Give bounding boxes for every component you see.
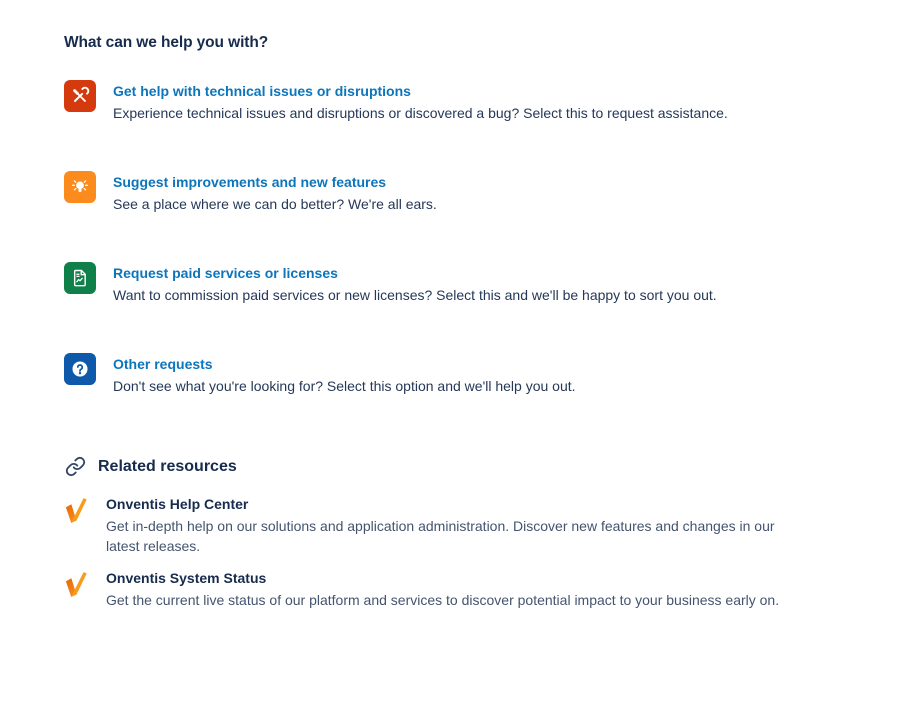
onventis-logo-icon [64,494,89,523]
request-type-technical-issues[interactable] [64,80,860,123]
request-type-other-requests[interactable] [64,353,860,396]
resource-onventis-help-center[interactable] [64,494,860,556]
request-type-list [64,80,860,396]
invoice-document-icon [64,262,96,294]
page-title: What can we help you with? [64,34,269,51]
related-resources-heading [64,456,860,477]
tools-icon [64,80,96,112]
onventis-logo-icon [64,568,89,597]
resource-description: Get in-depth help on our solutions and application administration. Discover new features and changes in our latest releases. [106,518,775,554]
resource-title[interactable]: Onventis Help Center [106,496,249,512]
request-type-description: See a place where we can do better? We're all ears. [113,196,437,212]
request-type-description: Want to commission paid services or new licenses? Select this and we'll be happy to sort you out. [113,287,717,303]
related-resources-section [64,456,860,610]
related-resources-title: Related resources [98,457,237,475]
resource-description: Get the current live status of our platform and services to discover potential impact to your business early on. [106,592,780,608]
link-icon [64,456,86,477]
lightbulb-icon [64,171,96,203]
request-type-paid-services[interactable] [64,262,860,305]
request-type-description: Experience technical issues and disruptions or discovered a bug? Select this to request assistance. [113,105,728,121]
request-type-suggest-improvements[interactable] [64,171,860,214]
resource-onventis-system-status[interactable] [64,568,860,610]
question-icon [64,353,96,385]
request-type-description: Don't see what you're looking for? Select this option and we'll help you out. [113,378,576,394]
request-type-title[interactable]: Other requests [113,356,213,372]
request-type-title[interactable]: Suggest improvements and new features [113,174,387,190]
request-type-title[interactable]: Request paid services or licenses [113,265,338,281]
request-type-title[interactable]: Get help with technical issues or disruptions [113,83,411,99]
resource-title[interactable]: Onventis System Status [106,570,267,586]
